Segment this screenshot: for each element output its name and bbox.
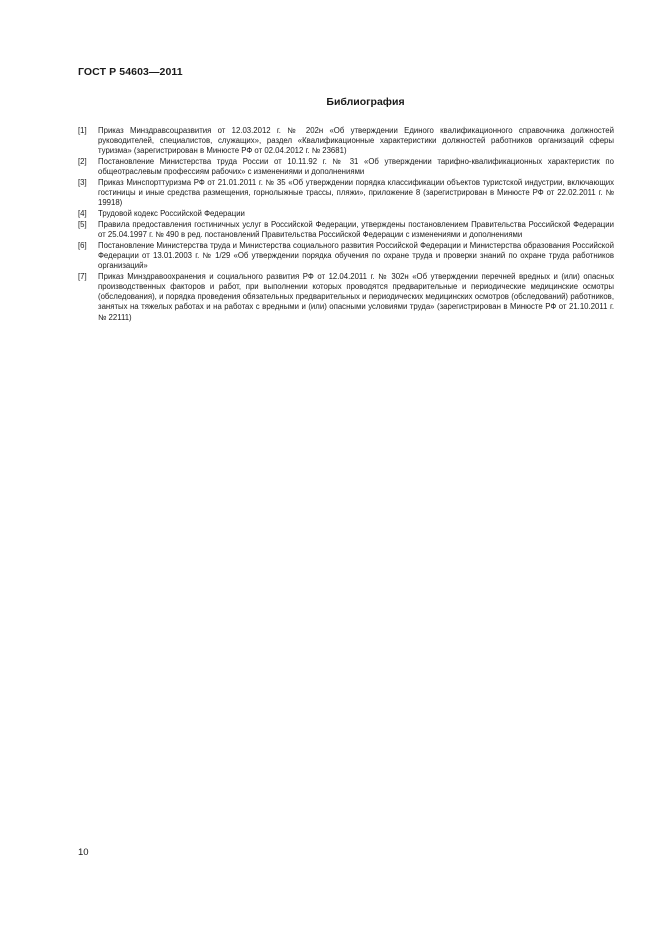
bibliography-item-text: Постановление Министерства труда России от 10.11.92 г. № 31 «Об утверждении тарифно-квалификационных характеристик по общеотраслевым профессиям рабочих» с изменениями и дополнениями [98, 157, 614, 177]
bibliography-item-number: [7] [78, 271, 87, 281]
bibliography-item [78, 157, 614, 177]
bibliography-item-number: [2] [78, 157, 87, 167]
bibliography-item-text: Приказ Минспорттуризма РФ от 21.01.2011 г. № 35 «Об утверждении порядка классификации объектов туристской индустрии, включающих гостиницы и иные средства размещения, горнолыжные трассы, пляжи», приложение 8 (зарегистрирован в Минюсте РФ от 22.02.2011 г. № 19918) [98, 178, 614, 208]
bibliography-item-number: [4] [78, 209, 87, 219]
bibliography-item-number: [6] [78, 240, 87, 250]
bibliography-item-text: Правила предоставления гостиничных услуг в Российской Федерации, утверждены постановлением Правительства Российской Федерации от 25.04.1997 г. № 490 в ред. постановлений Правительства Российской Федерации с изменениями и дополнениями [98, 219, 614, 240]
bibliography-item [78, 220, 614, 240]
bibliography-item-text: Приказ Минздравсоцразвития от 12.03.2012 г. № 202н «Об утверждении Единого квалификационного справочника должностей руководителей, специалистов, служащих», раздел «Квалификационные характеристики должностей работников организаций сферы туризма» (зарегистрирован в Минюсте РФ от 02.04.2012 г. № 23681) [98, 126, 614, 156]
bibliography-item-number: [1] [78, 126, 87, 135]
bibliography-item [78, 178, 614, 209]
bibliography-item-number: [3] [78, 178, 87, 188]
bibliography-item [78, 209, 614, 219]
bibliography-item-text: Трудовой кодекс Российской Федерации [98, 209, 245, 219]
bibliography-item [78, 272, 614, 323]
bibliography-item-number: [5] [78, 219, 87, 229]
bibliography-item [78, 241, 614, 272]
document-header: ГОСТ Р 54603—2011 [78, 66, 183, 78]
bibliography-item-text: Постановление Министерства труда и Министерства социального развития Российской Федерации и Министерства образования Российской Федерации от 13.01.2003 г. № 1/29 «Об утверждении порядка обучения по охране труда и проверки знаний по охране труда работников организаций» [98, 240, 614, 271]
page-number: 10 [78, 847, 89, 858]
bibliography-list [78, 126, 614, 323]
section-title: Библиография [326, 96, 405, 108]
bibliography-item-text: Приказ Минздравоохранения и социального развития РФ от 12.04.2011 г. № 302н «Об утверждении перечней вредных и (или) опасных производственных факторов и работ, при выполнении которых проводятся предварительные и периодические медицинские осмотры (обследования), и порядка проведения обязательных предварительных и периодических медицинских осмотров (обследований) работников, занятых на тяжелых работах и на работах с вредными и (или) опасными условиями труда» (зарегистрирован в Минюсте РФ от 21.10.2011 г. № 22111) [98, 271, 614, 322]
bibliography-item [78, 126, 614, 157]
